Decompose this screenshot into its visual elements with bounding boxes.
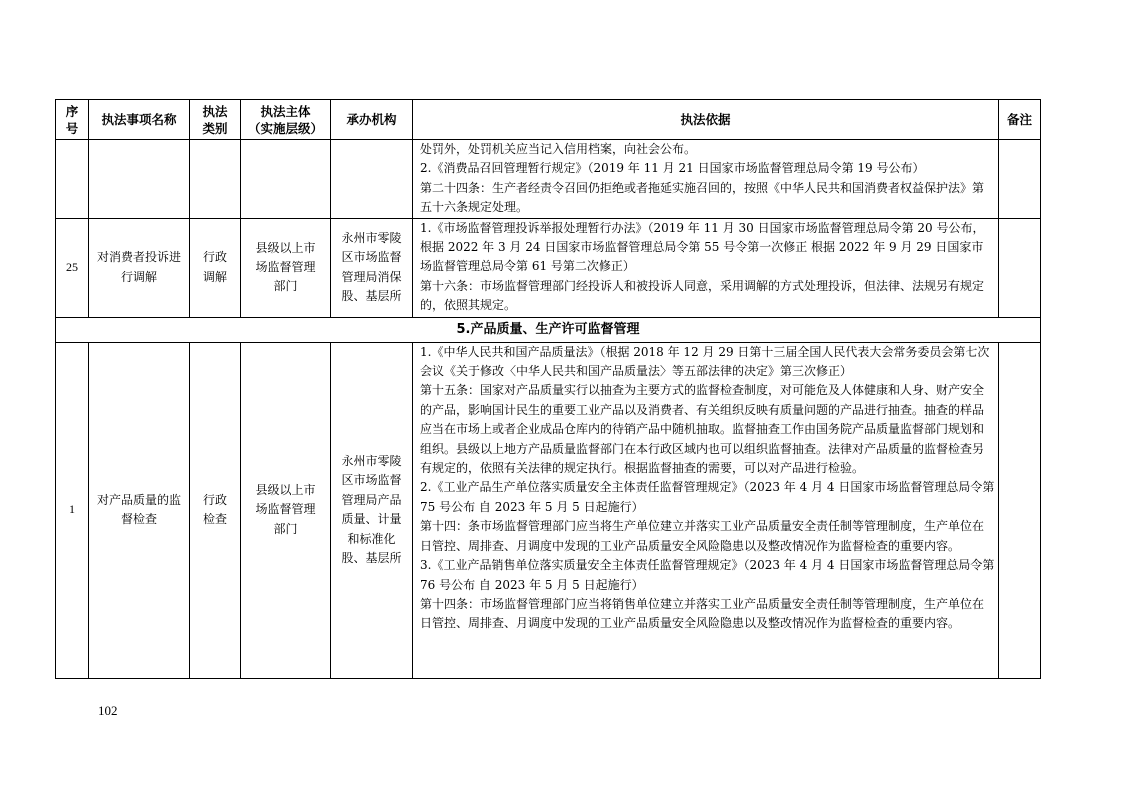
cell-basis [413, 140, 999, 219]
cell-type: 行政检查 [190, 342, 241, 678]
cell-name [89, 140, 190, 219]
header-org: 承办机构 [331, 100, 413, 140]
header-name: 执法事项名称 [89, 100, 190, 140]
cell-remark [999, 140, 1041, 219]
cell-org: 永州市零陵区市场监督管理局产品质量、计量和标准化股、基层所 [331, 342, 413, 678]
cell-org: 永州市零陵区市场监督管理局消保股、基层所 [331, 218, 413, 317]
cell-org [331, 140, 413, 219]
table-row [56, 218, 1041, 317]
basis-paragraph: 处罚外，处罚机关应当记入信用档案，向社会公布。 [420, 142, 697, 156]
basis-paragraph: 第十六条：市场监督管理部门经投诉人和被投诉人同意，采用调解的方式处理投诉，但法律、法规另有规定的，依照其规定。 [420, 278, 985, 313]
basis-paragraph: 2.《消费品召回管理暂行规定》（2019 年 11 月 21 日国家市场监督管理总局令第 19 号公布） [420, 161, 925, 176]
table-header-row [56, 100, 1041, 140]
basis-paragraph: 第二十四条：生产者经责令召回仍拒绝或者拖延实施召回的，按照《中华人民共和国消费者权益保护法》第五十六条规定处理。 [420, 180, 985, 215]
section-title: 5.产品质量、生产许可监督管理 [56, 317, 1041, 342]
cell-type: 行政调解 [190, 218, 241, 317]
header-remark: 备注 [999, 100, 1041, 140]
basis-paragraph: 第十四：条市场监督管理部门应当将生产单位建立并落实工业产品质量安全责任制等管理制度，生产单位在日管控、周排查、月调度中发现的工业产品质量安全风险隐患以及整改情况作为监督检查的重要内容。 [420, 519, 985, 553]
section-row [56, 317, 1041, 342]
basis-paragraph: 2.《工业产品生产单位落实质量安全主体责任监督管理规定》（2023 年 4 月 4 日国家市场监督管理总局令第 75 号公布 自 2023 年 5 月 5 日起施行） [420, 480, 995, 514]
cell-seq [56, 140, 89, 219]
cell-type [190, 140, 241, 219]
basis-paragraph: 第十四条：市场监督管理部门应当将销售单位建立并落实工业产品质量安全责任制等管理制度，生产单位在日管控、周排查、月调度中发现的工业产品质量安全风险隐患以及整改情况作为监督检查的重要内容。 [420, 596, 985, 631]
law-enforcement-table [55, 99, 1041, 679]
table-row [56, 342, 1041, 678]
basis-paragraph: 1.《中华人民共和国产品质量法》（根据 2018 年 12 月 29 日第十三届全国人民代表大会常务委员会第七次会议《关于修改〈中华人民共和国产品质量法〉等五部法律的决定》第三次修正） [420, 344, 990, 379]
header-basis: 执法依据 [413, 100, 999, 140]
cell-subject [241, 140, 331, 219]
header-seq: 序 号 [56, 100, 89, 140]
header-subject: 执法主体 （实施层级） [241, 100, 331, 140]
cell-seq: 25 [56, 218, 89, 317]
table-row [56, 140, 1041, 219]
cell-name: 对产品质量的监督检查 [89, 342, 190, 678]
cell-name: 对消费者投诉进行调解 [89, 218, 190, 317]
cell-basis [413, 218, 999, 317]
cell-remark [999, 342, 1041, 678]
header-type: 执法 类别 [190, 100, 241, 140]
basis-paragraph: 3.《工业产品销售单位落实质量安全主体责任监督管理规定》（2023 年 4 月 4 日国家市场监督管理总局令第 76 号公布 自 2023 年 5 月 5 日起施行） [420, 558, 995, 592]
cell-basis [413, 342, 999, 678]
cell-subject: 县级以上市场监督管理部门 [241, 218, 331, 317]
cell-remark [999, 218, 1041, 317]
page-number: 102 [98, 703, 118, 718]
cell-subject: 县级以上市场监督管理部门 [241, 342, 331, 678]
basis-paragraph: 1.《市场监督管理投诉举报处理暂行办法》（2019 年 11 月 30 日国家市场监督管理总局令第 20 号公布，根据 2022 年 3 月 24 日国家市场监督管理总局令第 55 号令第一次修正 根据 2022 年 9 月 29 日国家市场监督管理总局令第 61 号第二次修正） [420, 220, 985, 274]
basis-paragraph: 第十五条：国家对产品质量实行以抽查为主要方式的监督检查制度，对可能危及人体健康和人身、财产安全的产品，影响国计民生的重要工业产品以及消费者、有关组织反映有质量问题的产品进行抽查。抽查的样品应当在市场上或者企业成品仓库内的待销产品中随机抽取。监督抽查工作由国务院产品质量监督部门规划和组织。县级以上地方产品质量监督部门在本行政区域内也可以组织监督抽查。法律对产品质量的监督检查另有规定的，依照有关法律的规定执行。根据监督抽查的需要，可以对产品进行检验。 [420, 383, 985, 476]
cell-seq: 1 [56, 342, 89, 678]
